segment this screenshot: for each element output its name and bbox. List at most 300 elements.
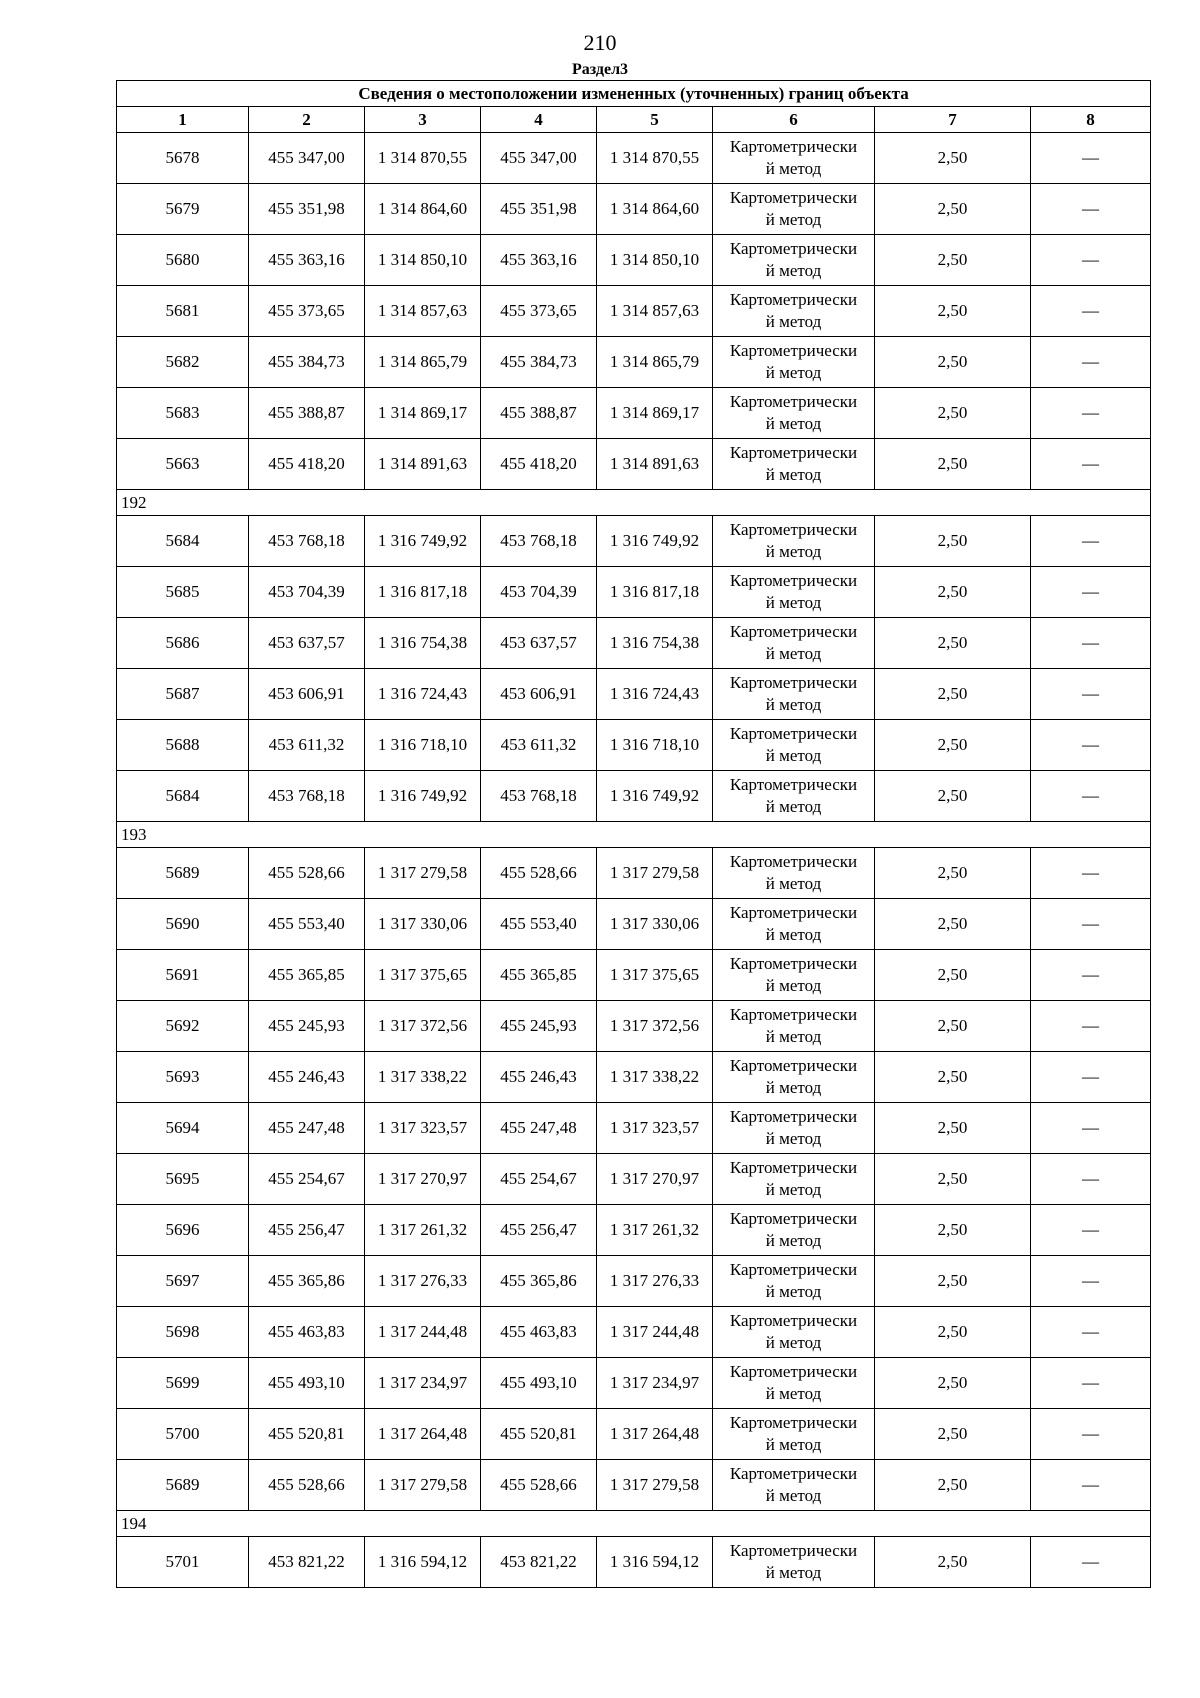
point-number-cell: 5699 (117, 1358, 249, 1409)
x-existing-cell: 455 256,47 (249, 1205, 365, 1256)
y-existing-cell: 1 317 279,58 (365, 1460, 481, 1511)
y-new-cell: 1 317 375,65 (597, 950, 713, 1001)
x-existing-cell: 455 363,16 (249, 235, 365, 286)
x-existing-cell: 455 553,40 (249, 899, 365, 950)
x-new-cell: 455 347,00 (481, 133, 597, 184)
method-cell (713, 669, 875, 720)
y-existing-cell: 1 316 817,18 (365, 567, 481, 618)
table-row (117, 184, 1151, 235)
y-new-cell: 1 317 323,57 (597, 1103, 713, 1154)
method-text: Картометрически (729, 775, 858, 794)
x-existing-cell: 453 637,57 (249, 618, 365, 669)
y-new-cell: 1 317 279,58 (597, 848, 713, 899)
x-new-cell: 453 768,18 (481, 516, 597, 567)
accuracy-cell: 2,50 (875, 1256, 1031, 1307)
point-number-cell: 5678 (117, 133, 249, 184)
y-existing-cell: 1 316 749,92 (365, 771, 481, 822)
table-row (117, 899, 1151, 950)
method-cell (713, 516, 875, 567)
method-cell (713, 618, 875, 669)
method-text: й метод (765, 925, 822, 944)
y-existing-cell: 1 316 749,92 (365, 516, 481, 567)
y-existing-cell: 1 316 754,38 (365, 618, 481, 669)
point-number-cell: 5693 (117, 1052, 249, 1103)
method-text: Картометрически (729, 1158, 858, 1177)
description-cell: — (1031, 133, 1151, 184)
x-existing-cell: 455 528,66 (249, 1460, 365, 1511)
x-new-cell: 455 373,65 (481, 286, 597, 337)
accuracy-cell: 2,50 (875, 184, 1031, 235)
point-number-cell: 5689 (117, 1460, 249, 1511)
method-text: Картометрически (729, 239, 858, 258)
x-existing-cell: 453 768,18 (249, 516, 365, 567)
y-new-cell: 1 316 754,38 (597, 618, 713, 669)
x-existing-cell: 455 528,66 (249, 848, 365, 899)
point-number-cell: 5701 (117, 1537, 249, 1588)
point-number-cell: 5687 (117, 669, 249, 720)
table-row (117, 950, 1151, 1001)
description-cell: — (1031, 899, 1151, 950)
method-text: Картометрически (729, 1056, 858, 1075)
method-text: й метод (765, 1129, 822, 1148)
accuracy-cell: 2,50 (875, 720, 1031, 771)
y-existing-cell: 1 317 330,06 (365, 899, 481, 950)
description-cell: — (1031, 618, 1151, 669)
table-row (117, 1205, 1151, 1256)
method-cell (713, 388, 875, 439)
x-new-cell: 453 768,18 (481, 771, 597, 822)
method-text: Картометрически (729, 392, 858, 411)
x-existing-cell: 455 351,98 (249, 184, 365, 235)
y-new-cell: 1 316 749,92 (597, 516, 713, 567)
y-new-cell: 1 314 869,17 (597, 388, 713, 439)
table-row (117, 1001, 1151, 1052)
accuracy-cell: 2,50 (875, 1154, 1031, 1205)
method-text: Картометрически (729, 903, 858, 922)
description-cell: — (1031, 669, 1151, 720)
x-new-cell: 453 821,22 (481, 1537, 597, 1588)
accuracy-cell: 2,50 (875, 1358, 1031, 1409)
point-number-cell: 5683 (117, 388, 249, 439)
x-new-cell: 455 247,48 (481, 1103, 597, 1154)
x-new-cell: 455 351,98 (481, 184, 597, 235)
accuracy-cell: 2,50 (875, 1205, 1031, 1256)
y-existing-cell: 1 316 594,12 (365, 1537, 481, 1588)
x-existing-cell: 455 365,85 (249, 950, 365, 1001)
y-new-cell: 1 314 891,63 (597, 439, 713, 490)
x-new-cell: 455 245,93 (481, 1001, 597, 1052)
y-new-cell: 1 314 850,10 (597, 235, 713, 286)
x-existing-cell: 455 520,81 (249, 1409, 365, 1460)
y-existing-cell: 1 314 891,63 (365, 439, 481, 490)
y-existing-cell: 1 316 724,43 (365, 669, 481, 720)
method-cell (713, 286, 875, 337)
x-new-cell: 453 637,57 (481, 618, 597, 669)
group-label: 194 (117, 1511, 1151, 1537)
description-cell: — (1031, 771, 1151, 822)
method-cell (713, 1154, 875, 1205)
description-cell: — (1031, 388, 1151, 439)
method-text: Картометрически (729, 571, 858, 590)
x-existing-cell: 455 384,73 (249, 337, 365, 388)
column-number: 1 (117, 107, 249, 133)
method-text: й метод (765, 363, 822, 382)
point-number-cell: 5684 (117, 771, 249, 822)
y-existing-cell: 1 317 279,58 (365, 848, 481, 899)
y-new-cell: 1 317 244,48 (597, 1307, 713, 1358)
method-text: й метод (765, 1027, 822, 1046)
point-number-cell: 5691 (117, 950, 249, 1001)
y-new-cell: 1 317 338,22 (597, 1052, 713, 1103)
accuracy-cell: 2,50 (875, 337, 1031, 388)
y-existing-cell: 1 314 850,10 (365, 235, 481, 286)
method-text: й метод (765, 312, 822, 331)
method-cell (713, 1103, 875, 1154)
method-text: й метод (765, 1180, 822, 1199)
x-new-cell: 455 528,66 (481, 848, 597, 899)
page-number: 210 (583, 30, 617, 55)
x-existing-cell: 453 606,91 (249, 669, 365, 720)
accuracy-cell: 2,50 (875, 618, 1031, 669)
y-new-cell: 1 317 261,32 (597, 1205, 713, 1256)
method-text: Картометрически (729, 724, 858, 743)
accuracy-cell: 2,50 (875, 516, 1031, 567)
table-row (117, 388, 1151, 439)
method-cell (713, 848, 875, 899)
y-existing-cell: 1 317 270,97 (365, 1154, 481, 1205)
accuracy-cell: 2,50 (875, 567, 1031, 618)
x-new-cell: 455 520,81 (481, 1409, 597, 1460)
description-cell: — (1031, 1537, 1151, 1588)
description-cell: — (1031, 567, 1151, 618)
method-text: й метод (765, 874, 822, 893)
point-number-cell: 5680 (117, 235, 249, 286)
description-cell: — (1031, 337, 1151, 388)
table-row (117, 567, 1151, 618)
method-text: Картометрически (729, 954, 858, 973)
point-number-cell: 5694 (117, 1103, 249, 1154)
accuracy-cell: 2,50 (875, 439, 1031, 490)
method-text: й метод (765, 1486, 822, 1505)
method-text: Картометрически (729, 341, 858, 360)
accuracy-cell: 2,50 (875, 235, 1031, 286)
accuracy-cell: 2,50 (875, 950, 1031, 1001)
column-number: 4 (481, 107, 597, 133)
method-text: Картометрически (729, 1107, 858, 1126)
y-existing-cell: 1 317 375,65 (365, 950, 481, 1001)
table-row (117, 1358, 1151, 1409)
point-number-cell: 5689 (117, 848, 249, 899)
y-new-cell: 1 314 864,60 (597, 184, 713, 235)
method-text: Картометрически (729, 852, 858, 871)
method-cell (713, 235, 875, 286)
method-cell (713, 1256, 875, 1307)
x-new-cell: 455 528,66 (481, 1460, 597, 1511)
description-cell: — (1031, 848, 1151, 899)
method-text: Картометрически (729, 1311, 858, 1330)
description-cell: — (1031, 1001, 1151, 1052)
table-row (117, 618, 1151, 669)
method-text: Картометрически (729, 1209, 858, 1228)
point-number-cell: 5688 (117, 720, 249, 771)
accuracy-cell: 2,50 (875, 388, 1031, 439)
table-row (117, 1052, 1151, 1103)
y-new-cell: 1 316 749,92 (597, 771, 713, 822)
y-new-cell: 1 316 817,18 (597, 567, 713, 618)
description-cell: — (1031, 1460, 1151, 1511)
x-existing-cell: 453 821,22 (249, 1537, 365, 1588)
column-number: 8 (1031, 107, 1151, 133)
method-text: й метод (765, 644, 822, 663)
column-number: 5 (597, 107, 713, 133)
table-row (117, 1537, 1151, 1588)
method-text: й метод (765, 159, 822, 178)
method-text: й метод (765, 210, 822, 229)
method-cell (713, 133, 875, 184)
method-text: й метод (765, 593, 822, 612)
description-cell: — (1031, 184, 1151, 235)
table-row (117, 669, 1151, 720)
point-number-cell: 5698 (117, 1307, 249, 1358)
table-row (117, 235, 1151, 286)
point-number-cell: 5697 (117, 1256, 249, 1307)
method-text: Картометрически (729, 673, 858, 692)
x-new-cell: 453 704,39 (481, 567, 597, 618)
accuracy-cell: 2,50 (875, 848, 1031, 899)
method-text: Картометрически (729, 1541, 858, 1560)
method-text: Картометрически (729, 622, 858, 641)
group-label: 193 (117, 822, 1151, 848)
accuracy-cell: 2,50 (875, 1409, 1031, 1460)
y-existing-cell: 1 314 864,60 (365, 184, 481, 235)
accuracy-cell: 2,50 (875, 771, 1031, 822)
accuracy-cell: 2,50 (875, 286, 1031, 337)
y-existing-cell: 1 317 261,32 (365, 1205, 481, 1256)
point-number-cell: 5684 (117, 516, 249, 567)
method-text: Картометрически (729, 520, 858, 539)
y-existing-cell: 1 317 276,33 (365, 1256, 481, 1307)
method-cell (713, 1001, 875, 1052)
method-cell (713, 1052, 875, 1103)
accuracy-cell: 2,50 (875, 1103, 1031, 1154)
description-cell: — (1031, 286, 1151, 337)
coordinates-table (116, 80, 1151, 1588)
point-number-cell: 5692 (117, 1001, 249, 1052)
y-existing-cell: 1 317 323,57 (365, 1103, 481, 1154)
y-existing-cell: 1 317 234,97 (365, 1358, 481, 1409)
method-text: Картометрически (729, 137, 858, 156)
method-cell (713, 184, 875, 235)
method-text: Картометрически (729, 188, 858, 207)
x-existing-cell: 455 388,87 (249, 388, 365, 439)
description-cell: — (1031, 439, 1151, 490)
table-row (117, 848, 1151, 899)
x-existing-cell: 455 493,10 (249, 1358, 365, 1409)
method-cell (713, 439, 875, 490)
y-new-cell: 1 314 870,55 (597, 133, 713, 184)
column-number: 7 (875, 107, 1031, 133)
y-new-cell: 1 314 857,63 (597, 286, 713, 337)
x-existing-cell: 455 247,48 (249, 1103, 365, 1154)
accuracy-cell: 2,50 (875, 1537, 1031, 1588)
table-row (117, 516, 1151, 567)
method-cell (713, 1205, 875, 1256)
x-existing-cell: 455 245,93 (249, 1001, 365, 1052)
x-existing-cell: 455 463,83 (249, 1307, 365, 1358)
method-text: й метод (765, 1384, 822, 1403)
y-new-cell: 1 316 718,10 (597, 720, 713, 771)
y-existing-cell: 1 314 869,17 (365, 388, 481, 439)
y-new-cell: 1 316 724,43 (597, 669, 713, 720)
method-cell (713, 771, 875, 822)
table-row (117, 1256, 1151, 1307)
group-row (117, 490, 1151, 516)
accuracy-cell: 2,50 (875, 899, 1031, 950)
point-number-cell: 5682 (117, 337, 249, 388)
group-row (117, 1511, 1151, 1537)
method-text: й метод (765, 261, 822, 280)
method-text: Картометрически (729, 1362, 858, 1381)
x-new-cell: 455 388,87 (481, 388, 597, 439)
x-new-cell: 455 363,16 (481, 235, 597, 286)
point-number-cell: 5681 (117, 286, 249, 337)
method-cell (713, 1537, 875, 1588)
table-row (117, 337, 1151, 388)
table-row (117, 1307, 1151, 1358)
point-number-cell: 5679 (117, 184, 249, 235)
y-new-cell: 1 316 594,12 (597, 1537, 713, 1588)
y-existing-cell: 1 317 264,48 (365, 1409, 481, 1460)
x-new-cell: 455 365,85 (481, 950, 597, 1001)
x-new-cell: 455 256,47 (481, 1205, 597, 1256)
method-text: й метод (765, 695, 822, 714)
column-number-row (117, 107, 1151, 133)
table-row (117, 286, 1151, 337)
y-existing-cell: 1 317 372,56 (365, 1001, 481, 1052)
x-existing-cell: 455 347,00 (249, 133, 365, 184)
y-new-cell: 1 317 276,33 (597, 1256, 713, 1307)
x-existing-cell: 453 704,39 (249, 567, 365, 618)
x-new-cell: 455 365,86 (481, 1256, 597, 1307)
method-text: й метод (765, 976, 822, 995)
y-new-cell: 1 317 234,97 (597, 1358, 713, 1409)
method-text: й метод (765, 1333, 822, 1352)
table-row (117, 439, 1151, 490)
x-existing-cell: 453 611,32 (249, 720, 365, 771)
method-text: й метод (765, 746, 822, 765)
table-row (117, 133, 1151, 184)
column-number: 3 (365, 107, 481, 133)
method-text: Картометрически (729, 1005, 858, 1024)
table-caption: Сведения о местоположении измененных (уточненных) границ объекта (117, 81, 1151, 107)
description-cell: — (1031, 1256, 1151, 1307)
group-label: 192 (117, 490, 1151, 516)
y-existing-cell: 1 316 718,10 (365, 720, 481, 771)
point-number-cell: 5685 (117, 567, 249, 618)
y-existing-cell: 1 317 338,22 (365, 1052, 481, 1103)
description-cell: — (1031, 516, 1151, 567)
method-text: й метод (765, 1435, 822, 1454)
method-text: Картометрически (729, 443, 858, 462)
y-existing-cell: 1 314 870,55 (365, 133, 481, 184)
method-text: й метод (765, 1078, 822, 1097)
table-row (117, 720, 1151, 771)
x-new-cell: 453 606,91 (481, 669, 597, 720)
point-number-cell: 5686 (117, 618, 249, 669)
y-existing-cell: 1 314 865,79 (365, 337, 481, 388)
x-new-cell: 455 553,40 (481, 899, 597, 950)
x-existing-cell: 455 365,86 (249, 1256, 365, 1307)
description-cell: — (1031, 1409, 1151, 1460)
description-cell: — (1031, 720, 1151, 771)
x-new-cell: 455 463,83 (481, 1307, 597, 1358)
method-cell (713, 720, 875, 771)
y-new-cell: 1 317 372,56 (597, 1001, 713, 1052)
method-cell (713, 1307, 875, 1358)
method-cell (713, 567, 875, 618)
accuracy-cell: 2,50 (875, 1307, 1031, 1358)
method-text: Картометрически (729, 1464, 858, 1483)
method-cell (713, 337, 875, 388)
method-text: й метод (765, 797, 822, 816)
table-row (117, 1154, 1151, 1205)
x-existing-cell: 455 418,20 (249, 439, 365, 490)
description-cell: — (1031, 1358, 1151, 1409)
y-new-cell: 1 317 270,97 (597, 1154, 713, 1205)
method-cell (713, 1460, 875, 1511)
description-cell: — (1031, 1205, 1151, 1256)
table-row (117, 771, 1151, 822)
accuracy-cell: 2,50 (875, 133, 1031, 184)
table-row (117, 1460, 1151, 1511)
method-cell (713, 899, 875, 950)
y-new-cell: 1 317 264,48 (597, 1409, 713, 1460)
group-row (117, 822, 1151, 848)
method-cell (713, 1358, 875, 1409)
point-number-cell: 5663 (117, 439, 249, 490)
method-text: й метод (765, 542, 822, 561)
section-title: Раздел3 (571, 61, 629, 78)
method-text: Картометрически (729, 290, 858, 309)
column-number: 2 (249, 107, 365, 133)
method-cell (713, 950, 875, 1001)
point-number-cell: 5695 (117, 1154, 249, 1205)
x-existing-cell: 453 768,18 (249, 771, 365, 822)
method-text: й метод (765, 465, 822, 484)
x-existing-cell: 455 246,43 (249, 1052, 365, 1103)
y-new-cell: 1 317 330,06 (597, 899, 713, 950)
x-new-cell: 453 611,32 (481, 720, 597, 771)
accuracy-cell: 2,50 (875, 1460, 1031, 1511)
point-number-cell: 5690 (117, 899, 249, 950)
table-body (117, 133, 1151, 1588)
accuracy-cell: 2,50 (875, 669, 1031, 720)
method-text: й метод (765, 1563, 822, 1582)
point-number-cell: 5700 (117, 1409, 249, 1460)
x-new-cell: 455 254,67 (481, 1154, 597, 1205)
x-new-cell: 455 246,43 (481, 1052, 597, 1103)
description-cell: — (1031, 1307, 1151, 1358)
column-number: 6 (713, 107, 875, 133)
point-number-cell: 5696 (117, 1205, 249, 1256)
description-cell: — (1031, 1154, 1151, 1205)
description-cell: — (1031, 1052, 1151, 1103)
method-text: й метод (765, 1231, 822, 1250)
method-text: й метод (765, 414, 822, 433)
method-text: Картометрически (729, 1413, 858, 1432)
x-new-cell: 455 418,20 (481, 439, 597, 490)
y-existing-cell: 1 314 857,63 (365, 286, 481, 337)
